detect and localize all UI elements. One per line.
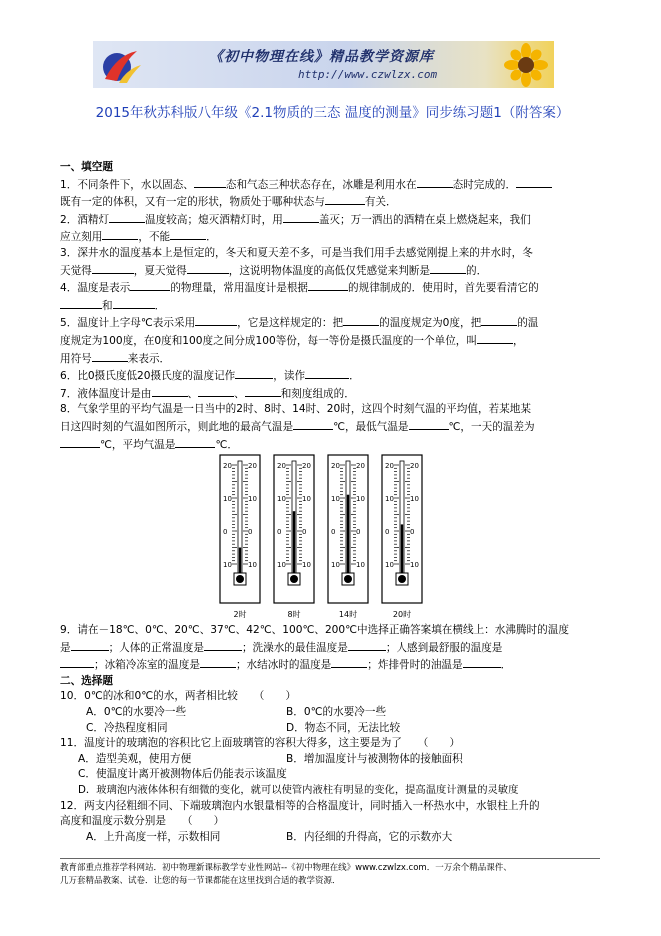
q3-text: ，夏天觉得 [133, 264, 187, 277]
question-8: 8．气象学里的平均气温是一日当中的2时、8时、14时、20时，这四个时刻气温的平均值，若某地某 [60, 403, 531, 416]
q8-text: 日这四时刻的气温如图所示，则此地的最高气温是 [60, 420, 294, 433]
tick-label-left: 10 [331, 495, 340, 504]
q9-text: ；冰箱冷冻室的温度是 [94, 659, 200, 672]
q6-text: ． [349, 370, 360, 383]
answer-blank [305, 367, 349, 379]
section-heading-fill: 一、填空题 [60, 161, 113, 173]
q5-text: 度规定为100度，在0度和100度之间分成100等份，每一等份是摄氏温度的一个单位，叫 [60, 334, 477, 347]
q11-options-row1 [60, 752, 590, 768]
tick-label-right: 10 [356, 495, 365, 504]
tick-label-right: 10 [410, 495, 419, 504]
answer-blank [200, 656, 236, 668]
answer-blank [71, 639, 109, 651]
thermometer-2 [274, 455, 314, 619]
question-3-cont [60, 262, 590, 280]
answer-blank [463, 656, 501, 668]
question-12: 12．两支内径粗细不同、下端玻璃泡内水银量相等的合格温度计，同时插入一杯热水中，水银柱上升的 [60, 799, 540, 812]
answer-blank [109, 211, 145, 223]
question-1-cont [60, 193, 590, 211]
q9-text: ；洗澡水的最佳温度是 [241, 641, 348, 654]
answer-blank [409, 418, 449, 430]
question-5-cont2 [60, 350, 590, 368]
question-8-cont [60, 418, 590, 436]
question-3: 3．深井水的温度基本上是恒定的，冬天和夏天差不多，可是当我们用手去感觉刚提上来的井水时，冬 [60, 246, 533, 259]
answer-blank [92, 262, 134, 274]
answer-blank [175, 436, 215, 448]
q10-option-a: A．0℃的水要冷一些 [86, 706, 187, 719]
q5-text: 5．温度计上字母℃表示采用 [60, 317, 196, 330]
answer-blank [187, 262, 229, 274]
mercury-column [239, 548, 241, 574]
answer-blank [60, 436, 100, 448]
answer-blank [152, 385, 188, 397]
q4-text: 的规律制成的．使用时，首先要看清它的 [348, 282, 539, 295]
tick-label-left: 0 [277, 528, 282, 537]
footer-divider [60, 858, 600, 859]
tick-label-left: 10 [223, 561, 232, 570]
q1-text: 有关． [364, 196, 397, 209]
q10-option-c: C．冷热程度相同 [86, 721, 168, 734]
question-9-cont2 [60, 656, 590, 674]
answer-blank [245, 385, 281, 397]
tick-label-right: 10 [356, 561, 365, 570]
q5-text: 来表示． [127, 352, 171, 365]
q4-text: 和 [102, 299, 113, 312]
question-10: 10．0℃的冰和0℃的水，两者相比较 （ ） [60, 690, 297, 703]
q11-option-a: A．造型美观，使用方便 [78, 752, 192, 765]
q11-option-b: B．增加温度计与被测物体的接触面积 [286, 752, 463, 765]
question-4-cont [60, 297, 590, 315]
tick-label-left: 10 [223, 495, 232, 504]
q1-text: 态和气态三种状态存在，冰雕是利用水在 [225, 178, 417, 191]
tick-label-left: 20 [385, 462, 394, 471]
banner-title: 《初中物理在线》精品教学资源库 [209, 49, 434, 65]
question-5 [60, 314, 590, 332]
thermometer-time-label: 2时 [233, 610, 247, 620]
tick-label-left: 0 [385, 528, 390, 537]
q5-text: ， [513, 334, 524, 347]
q4-text: 的物理量，常用温度计是根据 [170, 282, 309, 295]
answer-blank [204, 639, 242, 651]
thermometer-bulb [344, 575, 352, 583]
question-1 [60, 176, 590, 194]
q12-options-row1 [60, 830, 590, 846]
tick-label-right: 0 [410, 528, 415, 537]
thermometer-3 [328, 455, 368, 619]
section-heading-choice: 二、选择题 [60, 674, 113, 687]
q9-text: ． [500, 659, 512, 672]
q3-text: ，这说明物体温度的高低仅凭感觉来判断是 [228, 264, 431, 277]
tick-label-right: 10 [302, 561, 311, 570]
answer-blank [195, 314, 237, 326]
tick-label-right: 0 [248, 528, 253, 537]
document-title: 2015年秋苏科版八年级《2.1物质的三态 温度的测量》同步练习题1（附答案） [95, 105, 570, 121]
question-12-cont: 高度和温度示数分别是 （ ） [60, 815, 225, 828]
tick-label-right: 20 [302, 462, 311, 471]
tick-label-left: 0 [331, 528, 336, 537]
sunflower-icon [502, 43, 550, 87]
question-9: 9．请在－18℃、0℃、20℃、37℃、42℃、100℃、200℃中选择正确答案填在横线上：水沸腾时的温度 [60, 624, 569, 637]
mercury-column [401, 524, 403, 573]
question-8-cont2 [60, 436, 590, 454]
tick-label-left: 20 [331, 462, 340, 471]
tick-label-right: 0 [356, 528, 361, 537]
worksheet-body [60, 160, 590, 845]
footer-line-1: 教育部重点推荐学科网站．初中物理新课标教学专业性网站--《初中物理在线》www.czwlzx.com．一万余个精品课件、 [60, 863, 512, 873]
q1-text: 态时完成的． [452, 178, 517, 191]
tick-label-left: 20 [223, 462, 232, 471]
answer-blank [308, 279, 348, 291]
q10-option-b: B．0℃的水要冷一些 [286, 706, 387, 719]
answer-blank [235, 367, 273, 379]
answer-blank [331, 656, 367, 668]
q7-text: 和刻度组成的． [280, 387, 355, 400]
answer-blank [60, 297, 102, 309]
footer-line-2: 几万套精品教案、试卷．让您的每一节课都能在这里找到合适的教学资源． [60, 876, 341, 886]
tick-label-left: 10 [277, 561, 286, 570]
answer-blank [170, 228, 206, 240]
q8-text: ℃，一天的温差为 [448, 420, 535, 433]
thermometer-svg [60, 453, 590, 623]
answer-blank [198, 385, 234, 397]
tick-label-left: 10 [331, 561, 340, 570]
answer-blank [417, 176, 453, 188]
q9-text: 是 [60, 641, 71, 654]
q2-text: 应立刻用 [60, 231, 103, 244]
question-2 [60, 211, 590, 229]
q3-text: 天觉得 [60, 264, 92, 277]
answer-blank [293, 418, 333, 430]
tick-label-left: 10 [385, 561, 394, 570]
tick-label-right: 10 [248, 561, 257, 570]
q5-text: 的温度规定为0度，把 [379, 317, 482, 330]
q9-text: ；人感到最舒服的温度是 [385, 641, 503, 654]
q2-text: ，不能 [138, 231, 171, 244]
answer-blank [130, 279, 170, 291]
q2-text: 温度较高；熄灭酒精灯时，用 [145, 213, 283, 226]
question-2-cont [60, 228, 590, 246]
q5-text: 的温 [517, 317, 539, 330]
q7-text: 、 [187, 387, 199, 400]
thermometer-figure [60, 453, 590, 623]
answer-blank [60, 656, 94, 668]
answer-blank [194, 176, 226, 188]
q9-text: ；人体的正常温度是 [108, 641, 204, 654]
q2-text: 盖灭；万一洒出的酒精在桌上燃烧起来，我们 [318, 213, 531, 226]
tick-label-right: 20 [248, 462, 257, 471]
answer-blank [343, 314, 379, 326]
q10-option-d: D．物态不同，无法比较 [286, 721, 401, 734]
q12-option-a: A．上升高度一样，示数相同 [86, 830, 221, 843]
q11-option-d: D．玻璃泡内液体体积有细微的变化，就可以使管内液柱有明显的变化，提高温度计测量的灵敏度 [78, 784, 519, 797]
q12-option-b: B．内径细的升得高，它的示数亦大 [286, 830, 453, 843]
thermometer-time-label: 20时 [392, 610, 412, 620]
question-7 [60, 385, 590, 403]
answer-blank [430, 262, 466, 274]
q7-text: 、 [234, 387, 245, 400]
q6-text: 6．比0摄氏度低20摄氏度的温度记作 [60, 370, 236, 383]
q9-text: ；水结冰时的温度是 [235, 659, 332, 672]
mercury-column [347, 495, 349, 573]
q1-text: 1．不同条件下，水以固态、 [60, 178, 194, 191]
answer-blank [113, 297, 155, 309]
answer-blank [102, 228, 138, 240]
answer-blank [92, 350, 128, 362]
q2-text: 2．酒精灯 [60, 213, 110, 226]
site-banner [93, 41, 554, 88]
banner-url: http://www.czwlzx.com [298, 68, 438, 81]
question-5-cont [60, 332, 590, 350]
q10-options-row1 [60, 705, 590, 721]
q11-option-c: C．使温度计离开被测物体后仍能表示该温度 [78, 768, 287, 781]
tick-label-right: 20 [410, 462, 419, 471]
answer-blank [283, 211, 319, 223]
thermometer-bulb [236, 575, 244, 583]
q7-text: 7．液体温度计是由 [60, 387, 152, 400]
page-footer [60, 862, 600, 888]
q6-text: ，读作 [273, 370, 306, 383]
q4-text: 4．温度是表示 [60, 282, 131, 295]
q4-text: ． [154, 299, 166, 312]
q3-text: 的． [466, 264, 488, 277]
q8-text: ℃，平均气温是 [100, 438, 176, 451]
thermometer-time-label: 8时 [287, 610, 301, 620]
answer-blank [477, 332, 513, 344]
q2-text: ． [206, 231, 217, 244]
tick-label-right: 10 [248, 495, 257, 504]
tick-label-left: 10 [385, 495, 394, 504]
answer-blank [348, 639, 386, 651]
tick-label-left: 0 [223, 528, 228, 537]
thermometer-1 [220, 455, 260, 619]
mercury-column [293, 511, 295, 573]
tick-label-right: 0 [302, 528, 307, 537]
thermometer-4 [382, 455, 422, 619]
thermometer-bulb [398, 575, 406, 583]
q5-text: 用符号 [60, 352, 92, 365]
question-9-cont [60, 639, 590, 657]
tick-label-right: 10 [410, 561, 419, 570]
question-6 [60, 367, 590, 385]
answer-blank [481, 314, 517, 326]
question-4 [60, 279, 590, 297]
q5-text: ，它是这样规定的：把 [237, 317, 344, 330]
q9-text: ；炸排骨时的油温是 [367, 659, 463, 672]
tick-label-left: 10 [277, 495, 286, 504]
q10-options-row2 [60, 721, 590, 737]
tick-label-left: 20 [277, 462, 286, 471]
q8-text: ℃． [215, 438, 238, 451]
q1-text: 既有一定的体积，又有一定的形状，物质处于哪种状态与 [60, 196, 325, 209]
tick-label-right: 10 [302, 495, 311, 504]
q8-text: ℃，最低气温是 [333, 420, 409, 433]
answer-blank [516, 176, 552, 188]
thermometer-bulb [290, 575, 298, 583]
tick-label-right: 20 [356, 462, 365, 471]
question-11: 11．温度计的玻璃泡的容积比它上面玻璃管的容积大得多，这主要是为了 （ ） [60, 737, 461, 750]
answer-blank [325, 193, 365, 205]
site-logo-icon [97, 45, 145, 85]
thermometer-time-label: 14时 [338, 610, 358, 620]
